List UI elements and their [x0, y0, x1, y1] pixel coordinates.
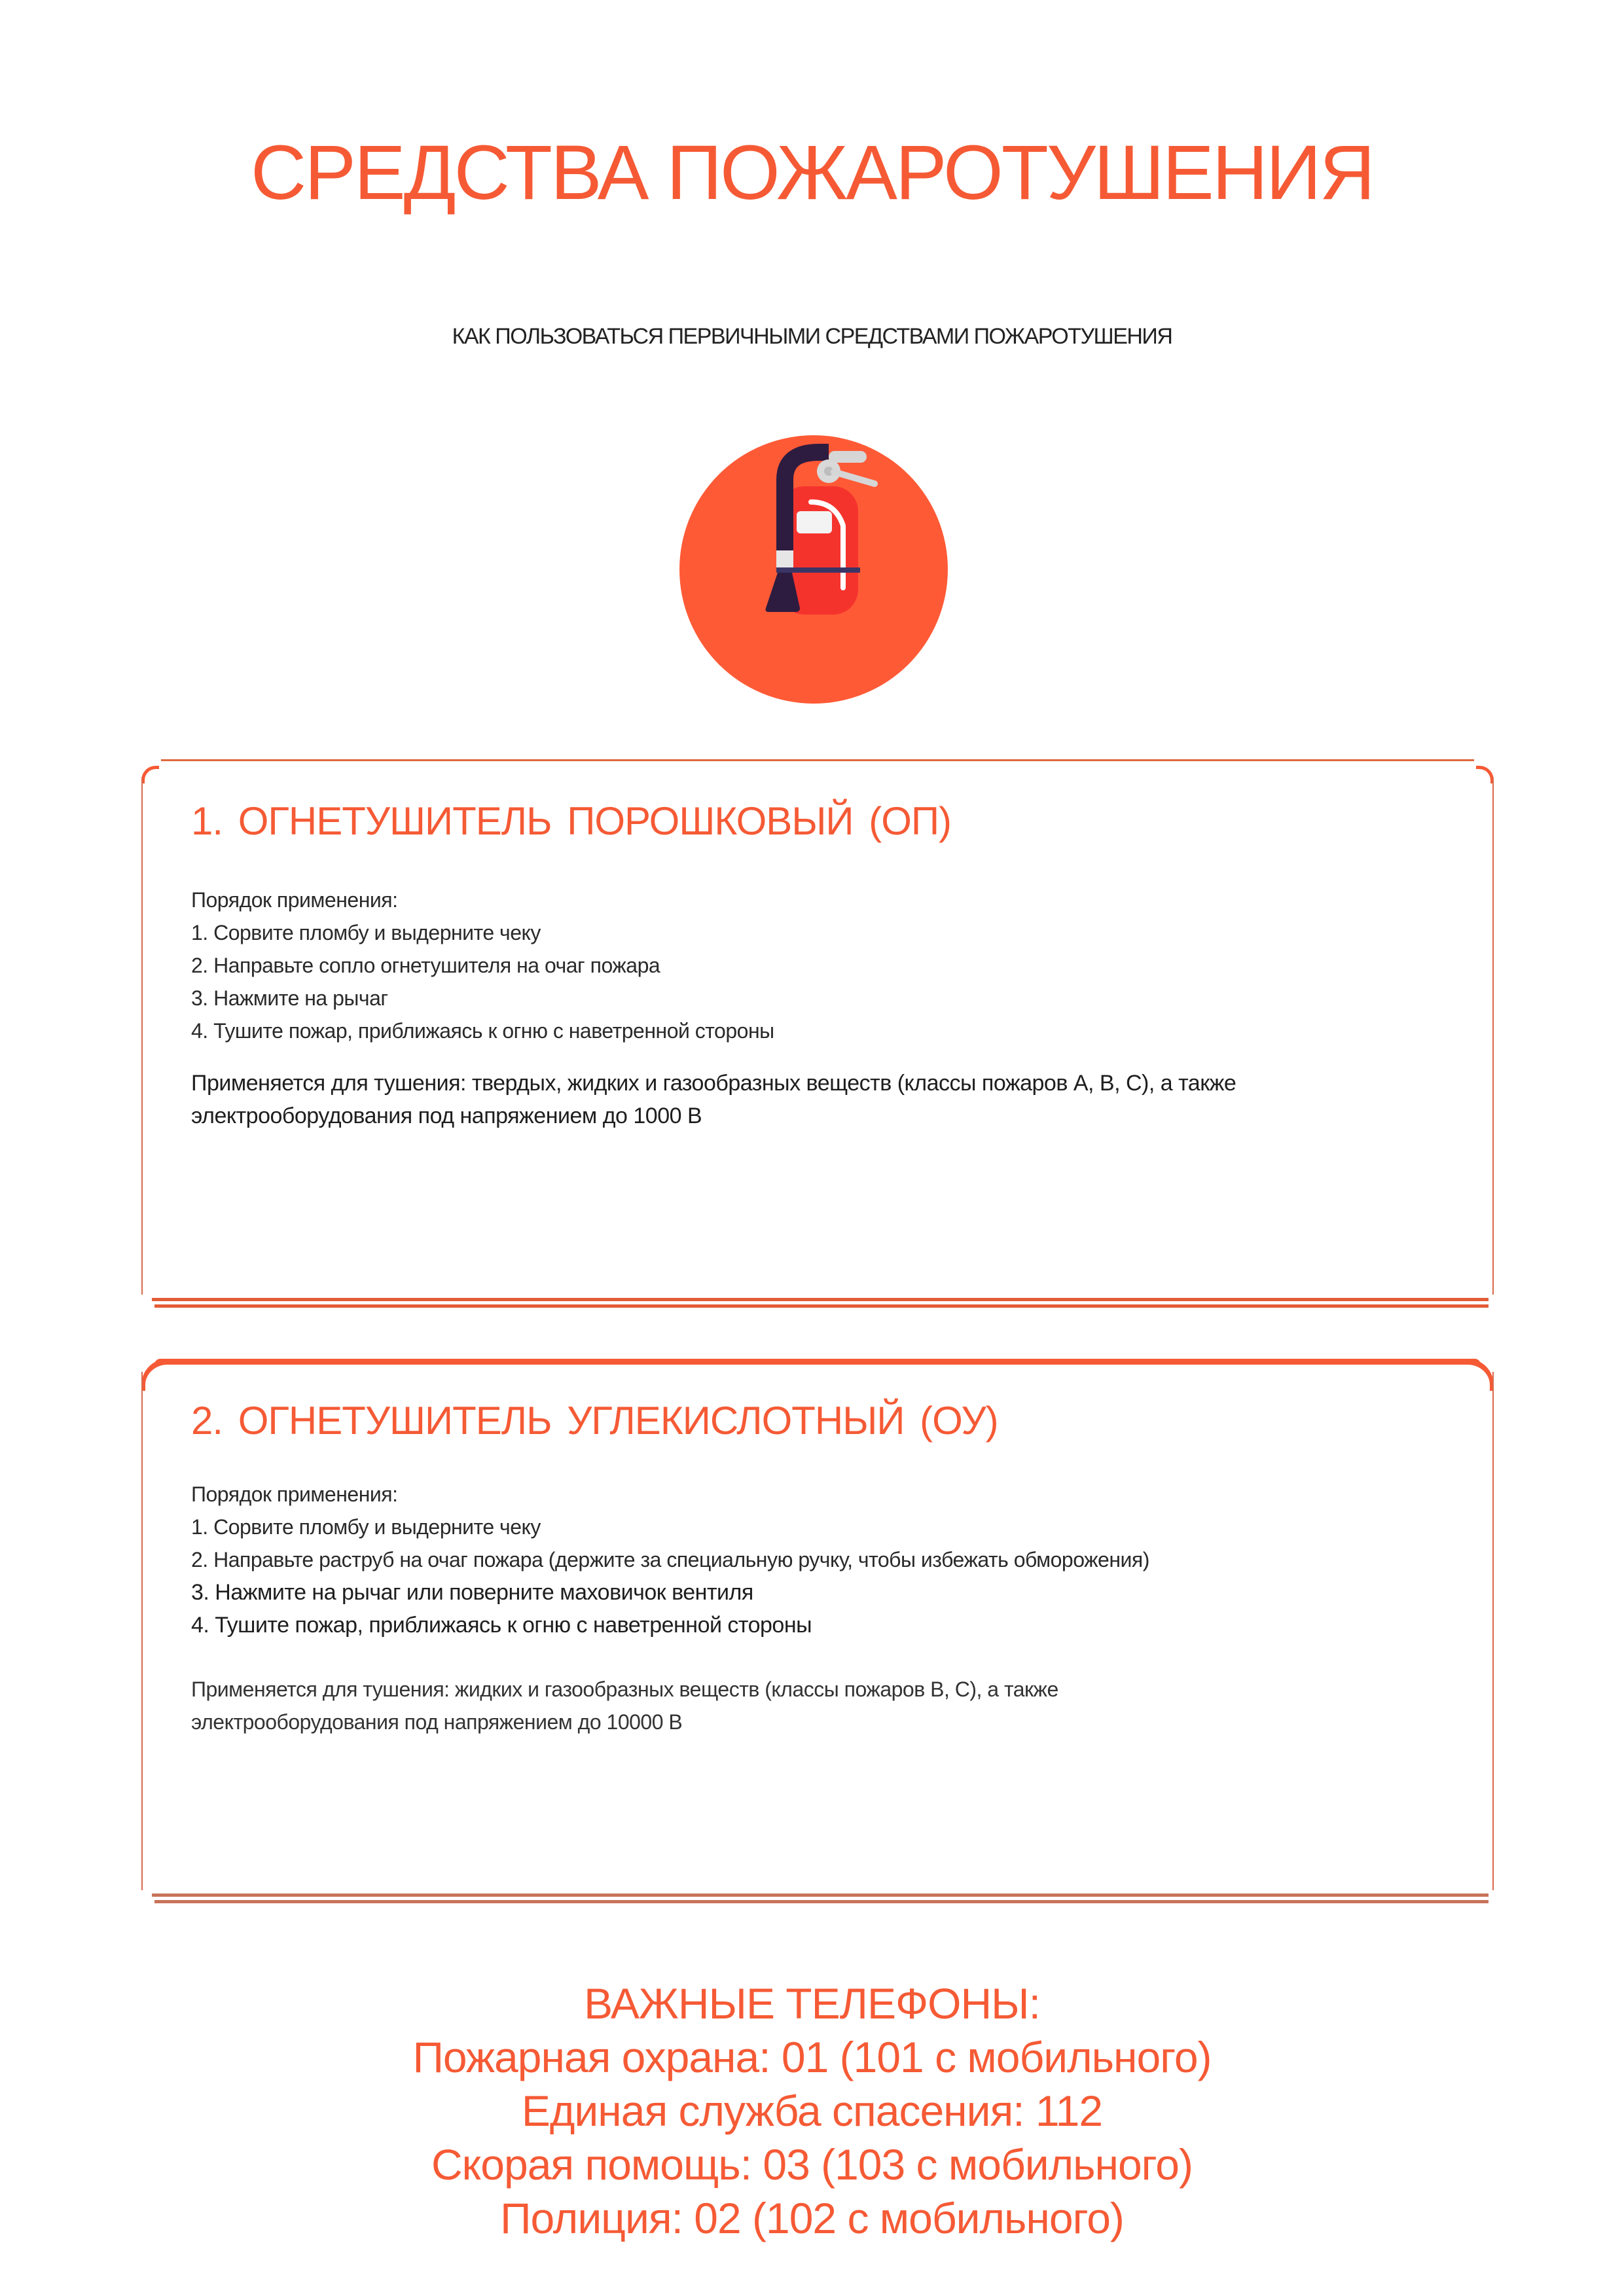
usage-note — [191, 1673, 1441, 1738]
section-body — [191, 1478, 1441, 1738]
order-label: Порядок применения: — [191, 1482, 398, 1506]
box-top-border — [161, 759, 1474, 761]
usage-line: электрооборудования под напряжением до 10000 В — [191, 1710, 683, 1734]
phones-title: ВАЖНЫЕ ТЕЛЕФОНЫ: — [584, 1979, 1040, 2028]
step-item: 3. Нажмите на рычаг или поверните маховичок вентиля — [191, 1580, 753, 1605]
section-co2-extinguisher — [141, 1354, 1494, 1905]
step-item: 1. Сорвите пломбу и выдерните чеку — [191, 1515, 541, 1539]
box-top-border — [154, 1359, 1481, 1365]
usage-note — [191, 1067, 1441, 1132]
section-powder-extinguisher — [141, 759, 1494, 1309]
phone-ambulance: Скорая помощь: 03 (103 с мобильного) — [431, 2140, 1193, 2189]
page-subtitle: КАК ПОЛЬЗОВАТЬСЯ ПЕРВИЧНЫМИ СРЕДСТВАМИ ПОЖАРОТУШЕНИЯ — [452, 324, 1172, 349]
usage-line: электрооборудования под напряжением до 1000 В — [191, 1103, 702, 1128]
step-item: 4. Тушите пожар, приближаясь к огню с наветренной стороны — [191, 1613, 812, 1638]
fire-extinguisher-logo — [678, 434, 949, 705]
important-phones — [0, 1977, 1624, 2245]
usage-line: Применяется для тушения: жидких и газообразных веществ (классы пожаров В, С), а также — [191, 1677, 1058, 1701]
section-heading: 1. ОГНЕТУШИТЕЛЬ ПОРОШКОВЫЙ (ОП) — [191, 799, 951, 843]
box-bottom-border — [152, 1893, 1489, 1897]
fire-extinguisher-icon — [678, 434, 949, 705]
page-title: СРЕДСТВА ПОЖАРОТУШЕНИЯ — [251, 130, 1373, 216]
step-item: 4. Тушите пожар, приближаясь к огню с наветренной стороны — [191, 1019, 774, 1043]
section-heading: 2. ОГНЕТУШИТЕЛЬ УГЛЕКИСЛОТНЫЙ (ОУ) — [191, 1399, 998, 1443]
phone-police: Полиция: 02 (102 с мобильного) — [500, 2194, 1124, 2242]
step-item: 2. Направьте сопло огнетушителя на очаг пожара — [191, 954, 660, 977]
box-bottom-border — [154, 1304, 1489, 1308]
box-bottom-border — [154, 1900, 1489, 1903]
order-label: Порядок применения: — [191, 888, 398, 912]
step-item: 3. Нажмите на рычаг — [191, 986, 388, 1010]
section-body — [191, 884, 1441, 1132]
phone-rescue-service: Единая служба спасения: 112 — [521, 2087, 1103, 2135]
box-bottom-border — [152, 1298, 1489, 1301]
phone-fire-service: Пожарная охрана: 01 (101 с мобильного) — [412, 2033, 1212, 2081]
step-item: 1. Сорвите пломбу и выдерните чеку — [191, 921, 541, 944]
usage-line: Применяется для тушения: твердых, жидких и газообразных веществ (классы пожаров А, В, С), а также — [191, 1071, 1236, 1096]
step-item: 2. Направьте раструб на очаг пожара (держите за специальную ручку, чтобы избежать обморожения) — [191, 1548, 1149, 1571]
